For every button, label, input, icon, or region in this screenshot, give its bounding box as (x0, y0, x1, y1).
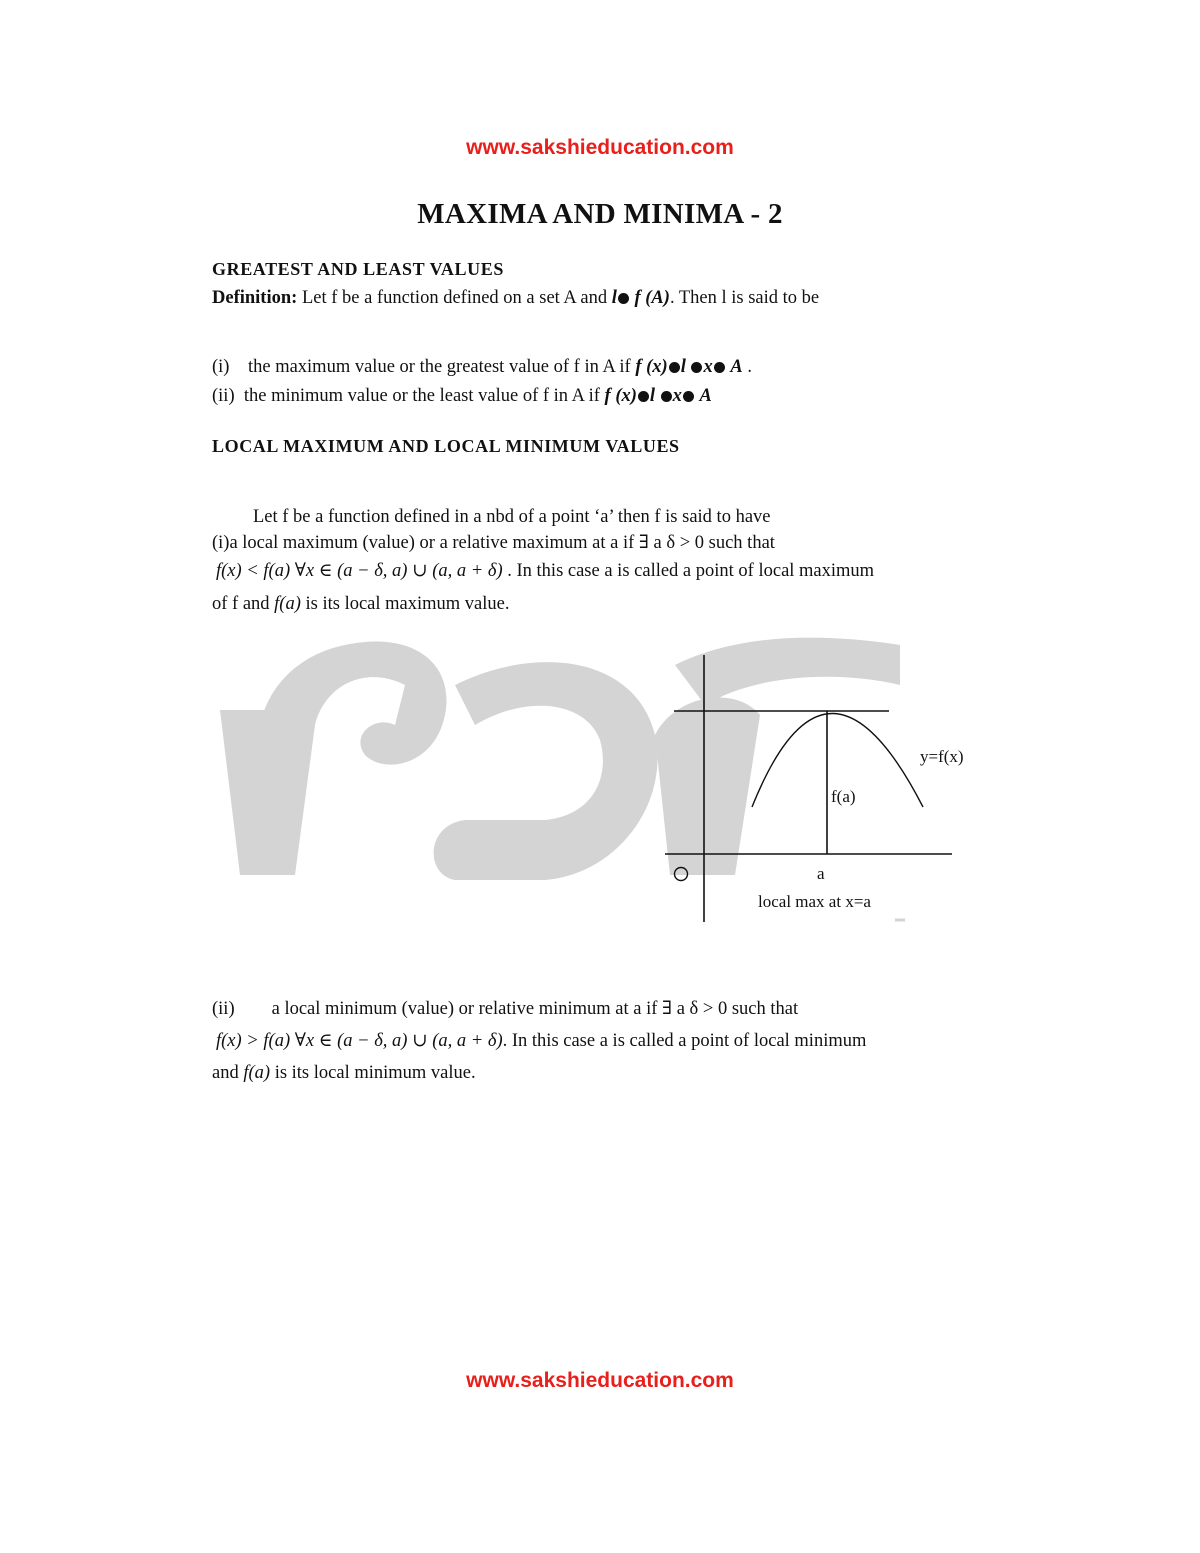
local-max-line-2-tail: . In this case a is called a point of local maximum (502, 561, 875, 581)
definition-text: Let f be a function defined on a set A and (301, 288, 608, 308)
item-max-math-x: x (703, 357, 713, 377)
item-min-math-x: x (672, 386, 682, 406)
local-min-line-3-tail: is its local minimum value. (274, 1063, 476, 1083)
item-max-end: . (747, 357, 752, 377)
local-min-line-2 (216, 1030, 866, 1052)
definition-tail: . Then l is said to be (669, 288, 820, 308)
footer-url[interactable]: www.sakshieducation.com (466, 1369, 734, 1392)
local-min-condition: f(x) > f(a) ∀x ∈ (a − δ, a) ∪ (a, a + δ) (216, 1031, 503, 1051)
element-of-symbol (683, 391, 694, 402)
graph-a-label: a (817, 864, 825, 883)
forall-symbol (691, 362, 702, 373)
local-max-condition: f(x) < f(a) ∀x ∈ (a − δ, a) ∪ (a, a + δ) (216, 561, 503, 581)
origin-marker (675, 868, 688, 881)
local-max-line-2 (216, 560, 874, 582)
item-min-math-fx: f (x) (604, 386, 637, 406)
item-min-math-l: l (649, 386, 656, 406)
item-min-math-A: A (699, 386, 712, 406)
local-intro: Let f be a function defined in a nbd of a point ‘a’ then f is said to have (253, 507, 771, 527)
item-max-number: (i) (212, 357, 230, 377)
local-min-line-3 (212, 1063, 476, 1084)
definition-line (212, 288, 819, 309)
graph-fa-label: f(a) (831, 787, 856, 806)
local-min-number: (ii) (212, 999, 235, 1019)
forall-symbol (661, 391, 672, 402)
item-min-number: (ii) (212, 386, 235, 406)
local-min-line-1 (212, 998, 798, 1020)
page-title: MAXIMA AND MINIMA - 2 (417, 198, 783, 230)
local-max-graph (660, 650, 980, 930)
leq-symbol (669, 362, 680, 373)
geq-symbol (638, 391, 649, 402)
local-max-line-3 (212, 594, 510, 615)
definition-math-fA: f (A) (634, 288, 670, 308)
item-min-text: the minimum value or the least value of f in A if (243, 386, 600, 406)
local-max-line-1: (i)a local maximum (value) or a relative maximum at a if ∃ a δ > 0 such that (212, 533, 775, 553)
graph-curve-label: y=f(x) (920, 747, 964, 766)
element-of-symbol (714, 362, 725, 373)
section-heading-greatest-least: GREATEST AND LEAST VALUES (212, 259, 504, 279)
element-of-symbol (618, 293, 629, 304)
local-max-fa: f(a) (274, 594, 301, 614)
definition-label: Definition: (212, 288, 298, 308)
section-heading-local-max-min: LOCAL MAXIMUM AND LOCAL MINIMUM VALUES (212, 436, 680, 456)
item-min-line (212, 386, 712, 407)
header-url[interactable]: www.sakshieducation.com (466, 136, 734, 159)
definition-math-l: l (611, 288, 617, 308)
local-min-line-3-pre: and (212, 1063, 239, 1083)
item-max-math-l: l (680, 357, 686, 377)
item-max-math-A: A (730, 357, 743, 377)
local-min-line-1-text: a local minimum (value) or relative minimum at a if ∃ a δ > 0 such that (271, 999, 799, 1019)
item-max-math-fx: f (x) (635, 357, 668, 377)
graph-caption: local max at x=a (758, 892, 871, 911)
local-min-fa: f(a) (243, 1063, 271, 1083)
local-min-line-2-tail: . In this case a is called a point of local minimum (502, 1031, 867, 1051)
local-max-line-3-pre: of f and (212, 594, 270, 614)
item-max-text: the maximum value or the greatest value of f in A if (247, 357, 631, 377)
item-max-line (212, 357, 752, 378)
local-max-line-3-tail: is its local maximum value. (305, 594, 510, 614)
